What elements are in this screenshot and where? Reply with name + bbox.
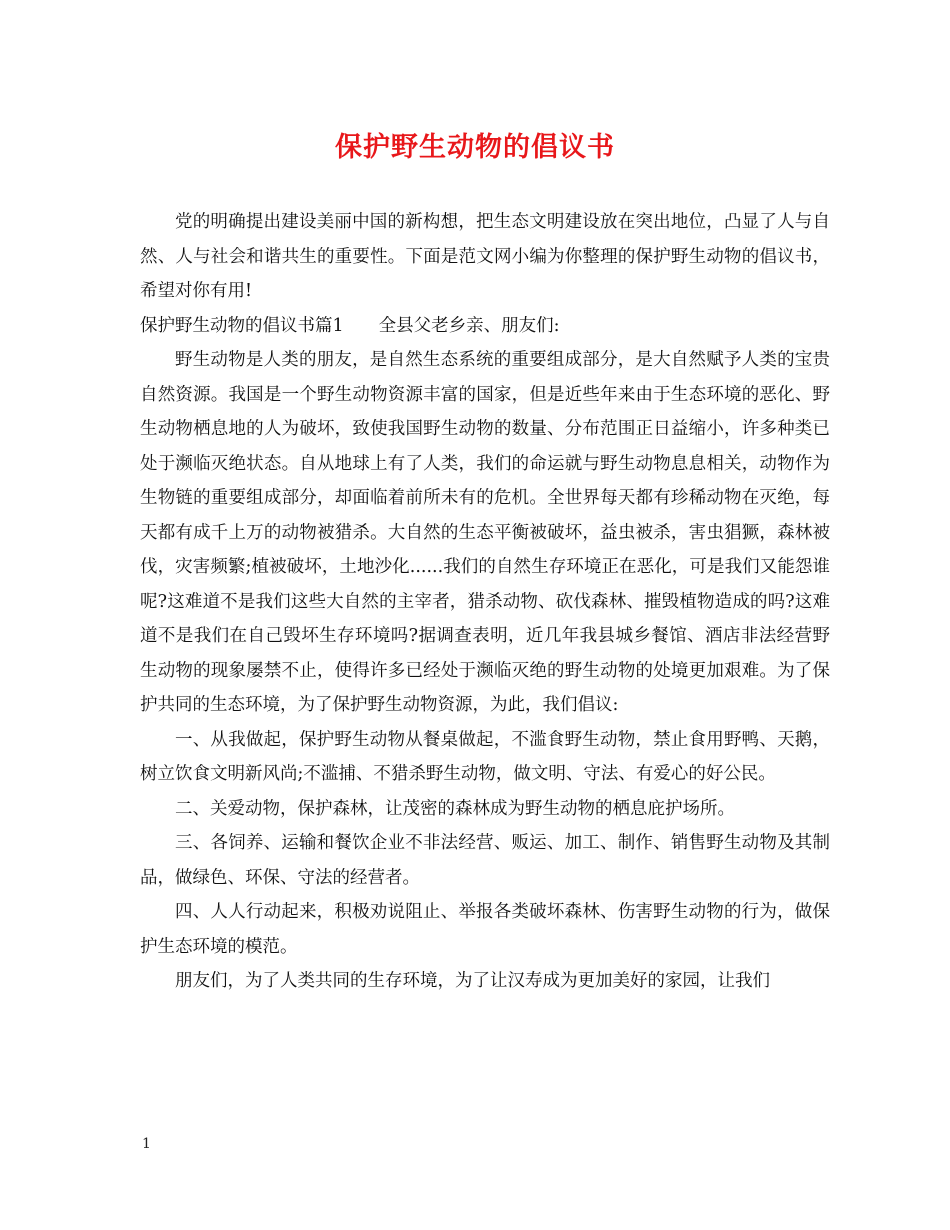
intro-paragraph: 党的明确提出建设美丽中国的新构想，把生态文明建设放在突出地位，凸显了人与自然、人与社会和谐共生的重要性。下面是范文网小编为你整理的保护野生动物的倡议书，希望对你有用! (140, 212, 830, 301)
proposal-item-1: 一、从我做起，保护野生动物从餐桌做起，不滥食野生动物，禁止食用野鸭、天鹅，树立饮食文明新风尚;不滥捕、不猎杀野生动物，做文明、守法、有爱心的好公民。 (140, 729, 830, 784)
closing-paragraph: 朋友们，为了人类共同的生存环境，为了让汉寿成为更加美好的家园，让我们 (175, 971, 770, 991)
page-number: 1 (142, 1136, 151, 1152)
proposal-item-2: 二、关爱动物，保护森林，让茂密的森林成为野生动物的栖息庇护场所。 (175, 798, 735, 819)
document-body (140, 205, 830, 999)
proposal-item-4: 四、人人行动起来，积极劝说阻止、举报各类破坏森林、伤害野生动物的行为，做保护生态环境的模范。 (140, 902, 830, 957)
proposal-item-3: 三、各饲养、运输和餐饮企业不非法经营、贩运、加工、制作、销售野生动物及其制品，做绿色、环保、守法的经营者。 (140, 833, 830, 888)
document-title: 保护野生动物的倡议书 (335, 132, 615, 163)
section-heading-salutation: 保护野生动物的倡议书篇1 全县父老乡亲、朋友们: (140, 315, 560, 336)
body-paragraph-main: 野生动物是人类的朋友，是自然生态系统的重要组成部分，是大自然赋予人类的宝贵自然资源。我国是一个野生动物资源丰富的国家，但是近些年来由于生态环境的恶化、野生动物栖息地的人为破坏，致使我国野生动物的数量、分布范围正日益缩小，许多种类已处于濒临灭绝状态。自从地球上有了人类，我们的命运就与野生动物息息相关，动物作为生物链的重要组成部分，却面临着前所未有的危机。全世界每天都有珍稀动物在灭绝，每天都有成千上万的动物被猎杀。大自然的生态平衡被破坏，益虫被杀，害虫猖獗，森林被伐，灾害频繁;植被破坏，土地沙化......我们的自然生存环境正在恶化，可是我们又能怨谁呢?这难道不是我们这些大自然的主宰者，猎杀动物、砍伐森林、摧毁植物造成的吗?这难道不是我们在自己毁坏生存环境吗?据调查表明，近几年我县城乡餐馆、酒店非法经营野生动物的现象屡禁不止，使得许多已经处于濒临灭绝的野生动物的处境更加艰难。为了保护共同的生态环境，为了保护野生动物资源，为此，我们倡议: (140, 350, 830, 715)
